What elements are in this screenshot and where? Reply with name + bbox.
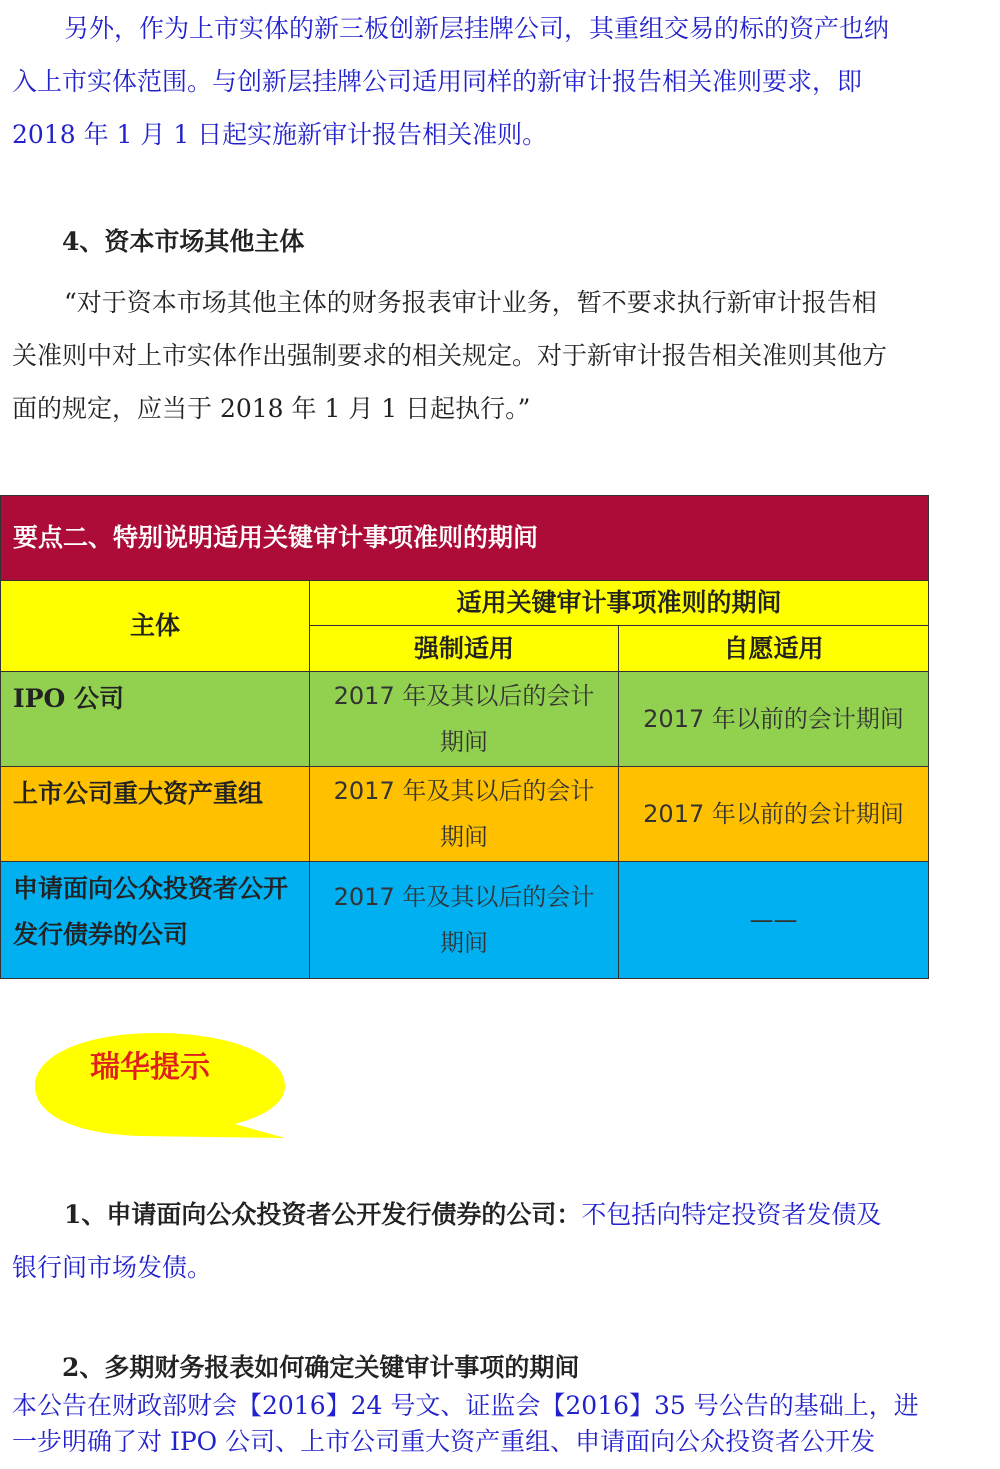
section-4-heading: 4、资本市场其他主体: [62, 227, 305, 256]
row-voluntary: 2017 年以前的会计期间: [619, 767, 929, 862]
row-mandatory: 2017 年及其以后的会计期间: [310, 862, 619, 979]
row-mandatory: 2017 年及其以后的会计期间: [310, 672, 619, 767]
header-voluntary: 自愿适用: [619, 626, 929, 672]
header-period: 适用关键审计事项准则的期间: [310, 581, 929, 626]
note-1-line-1: [12, 1188, 922, 1241]
note-2-line-2: 一步明确了对 IPO 公司、上市公司重大资产重组、申请面向公众投资者公开发: [12, 1427, 876, 1456]
table-row: [1, 672, 929, 767]
key-audit-matters-table: [0, 495, 929, 979]
header-subject: 主体: [1, 581, 310, 672]
section-4-line-1: “对于资本市场其他主体的财务报表审计业务，暂不要求执行新审计报告相: [64, 288, 877, 317]
section-4-paragraph: [12, 276, 922, 435]
row-voluntary: 2017 年以前的会计期间: [619, 672, 929, 767]
header-mandatory: 强制适用: [310, 626, 619, 672]
row-voluntary: ——: [619, 862, 929, 979]
note-1-paragraph: [12, 1188, 922, 1294]
section-4-line-3: 面的规定，应当于 2018 年 1 月 1 日起执行。”: [12, 394, 531, 423]
note-1-rest: 不包括向特定投资者发债及: [581, 1200, 882, 1229]
table-title: 要点二、特别说明适用关键审计事项准则的期间: [1, 496, 929, 581]
row-subject: 申请面向公众投资者公开发行债券的公司: [1, 862, 310, 979]
intro-paragraph: [12, 2, 922, 161]
table-row: [1, 862, 929, 979]
section-4-line-2: 关准则中对上市实体作出强制要求的相关规定。对于新审计报告相关准则其他方: [12, 341, 888, 370]
row-mandatory: 2017 年及其以后的会计期间: [310, 767, 619, 862]
intro-line-3: 2018 年 1 月 1 日起实施新审计报告相关准则。: [12, 120, 548, 149]
note-1-line-2: 银行间市场发债。: [12, 1253, 213, 1282]
tip-label: 瑞华提示: [90, 1050, 210, 1085]
table-row: [1, 767, 929, 862]
note-2-heading: 2、多期财务报表如何确定关键审计事项的期间: [62, 1353, 580, 1382]
note-2-line-1: 本公告在财政部财会【2016】24 号文、证监会【2016】35 号公告的基础上，进: [12, 1391, 919, 1420]
row-subject: 上市公司重大资产重组: [1, 767, 310, 862]
note-2-paragraph: [12, 1388, 922, 1460]
row-subject: IPO 公司: [1, 672, 310, 767]
intro-line-1: 另外，作为上市实体的新三板创新层挂牌公司，其重组交易的标的资产也纳: [64, 14, 890, 43]
note-1-lead: 1、申请面向公众投资者公开发行债券的公司：: [64, 1200, 582, 1229]
intro-line-2: 入上市实体范围。与创新层挂牌公司适用同样的新审计报告相关准则要求，即: [12, 67, 863, 96]
